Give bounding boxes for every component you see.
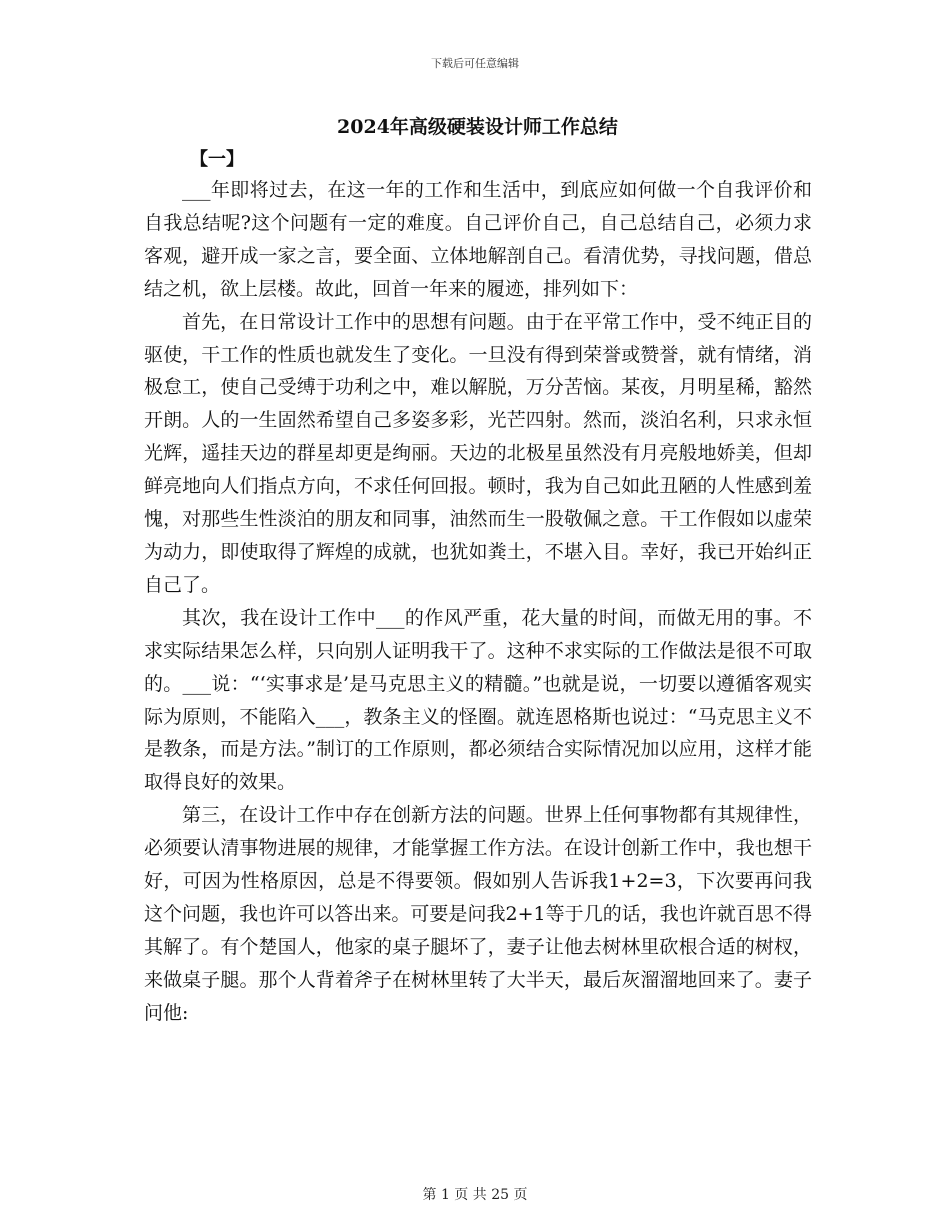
- document-title: 2024年高级硬装设计师工作总结: [337, 116, 618, 138]
- paragraph: ___年即将过去，在这一年的工作和生活中，到底应如何做一个自我评价和自我总结呢?这个问题有一定的难度。自己评价自己，自己总结自己，必须力求客观，避开成一家之言，要全面、立体地解剖自己。看清优势，寻找问题，借总结之机，欲上层楼。故此，回首一年来的履迹，排列如下：: [144, 179, 812, 300]
- document-body: [144, 174, 812, 1030]
- paragraph: 首先，在日常设计工作中的思想有问题。由于在平常工作中，受不纯正目的驱使，干工作的性质也就发生了变化。一旦没有得到荣誉或赞誉，就有情绪，消极怠工，使自己受缚于功利之中，难以解脱，万分苦恼。某夜，月明星稀，豁然开朗。人的一生固然希望自己多姿多彩，光芒四射。然而，淡泊名利，只求永恒光辉，遥挂天边的群星却更是绚丽。天边的北极星虽然没有月亮般地娇美，但却鲜亮地向人们指点方向，不求任何回报。顿时，我为自己如此丑陋的人性感到羞愧，对那些生性淡泊的朋友和同事，油然而生一股敬佩之意。干工作假如以虚荣为动力，即使取得了辉煌的成就，也犹如粪土，不堪入目。幸好，我已开始纠正自己了。: [144, 310, 812, 596]
- paragraph: 其次，我在设计工作中___的作风严重，花大量的时间，而做无用的事。不求实际结果怎么样，只向别人证明我干了。这种不求实际的工作做法是很不可取的。___说：“‘实事求是’是马克思主义的精髓。”也就是说，一切要以遵循客观实际为原则，不能陷入___，教条主义的怪圈。就连恩格斯也说过：“马克思主义不是教条，而是方法。”制订的工作原则，都必须结合实际情况加以应用，这样才能取得良好的效果。: [144, 606, 812, 794]
- page-indicator: 第 1 页 共 25 页: [422, 1187, 528, 1203]
- header-note: 下载后可任意编辑: [431, 57, 519, 70]
- paragraph: 第三，在设计工作中存在创新方法的问题。世界上任何事物都有其规律性，必须要认清事物进展的规律，才能掌握工作方法。在设计创新工作中，我也想干好，可因为性格原因，总是不得要领。假如别人告诉我1+2=3，下次要再问我这个问题，我也许可以答出来。可要是问我2+1等于几的话，我也许就百思不得其解了。有个楚国人，他家的桌子腿坏了，妻子让他去树林里砍根合适的树杈，来做桌子腿。那个人背着斧子在树林里转了大半天，最后灰溜溜地回来了。妻子问他:: [144, 804, 812, 1024]
- section-label: 【一】: [190, 149, 244, 170]
